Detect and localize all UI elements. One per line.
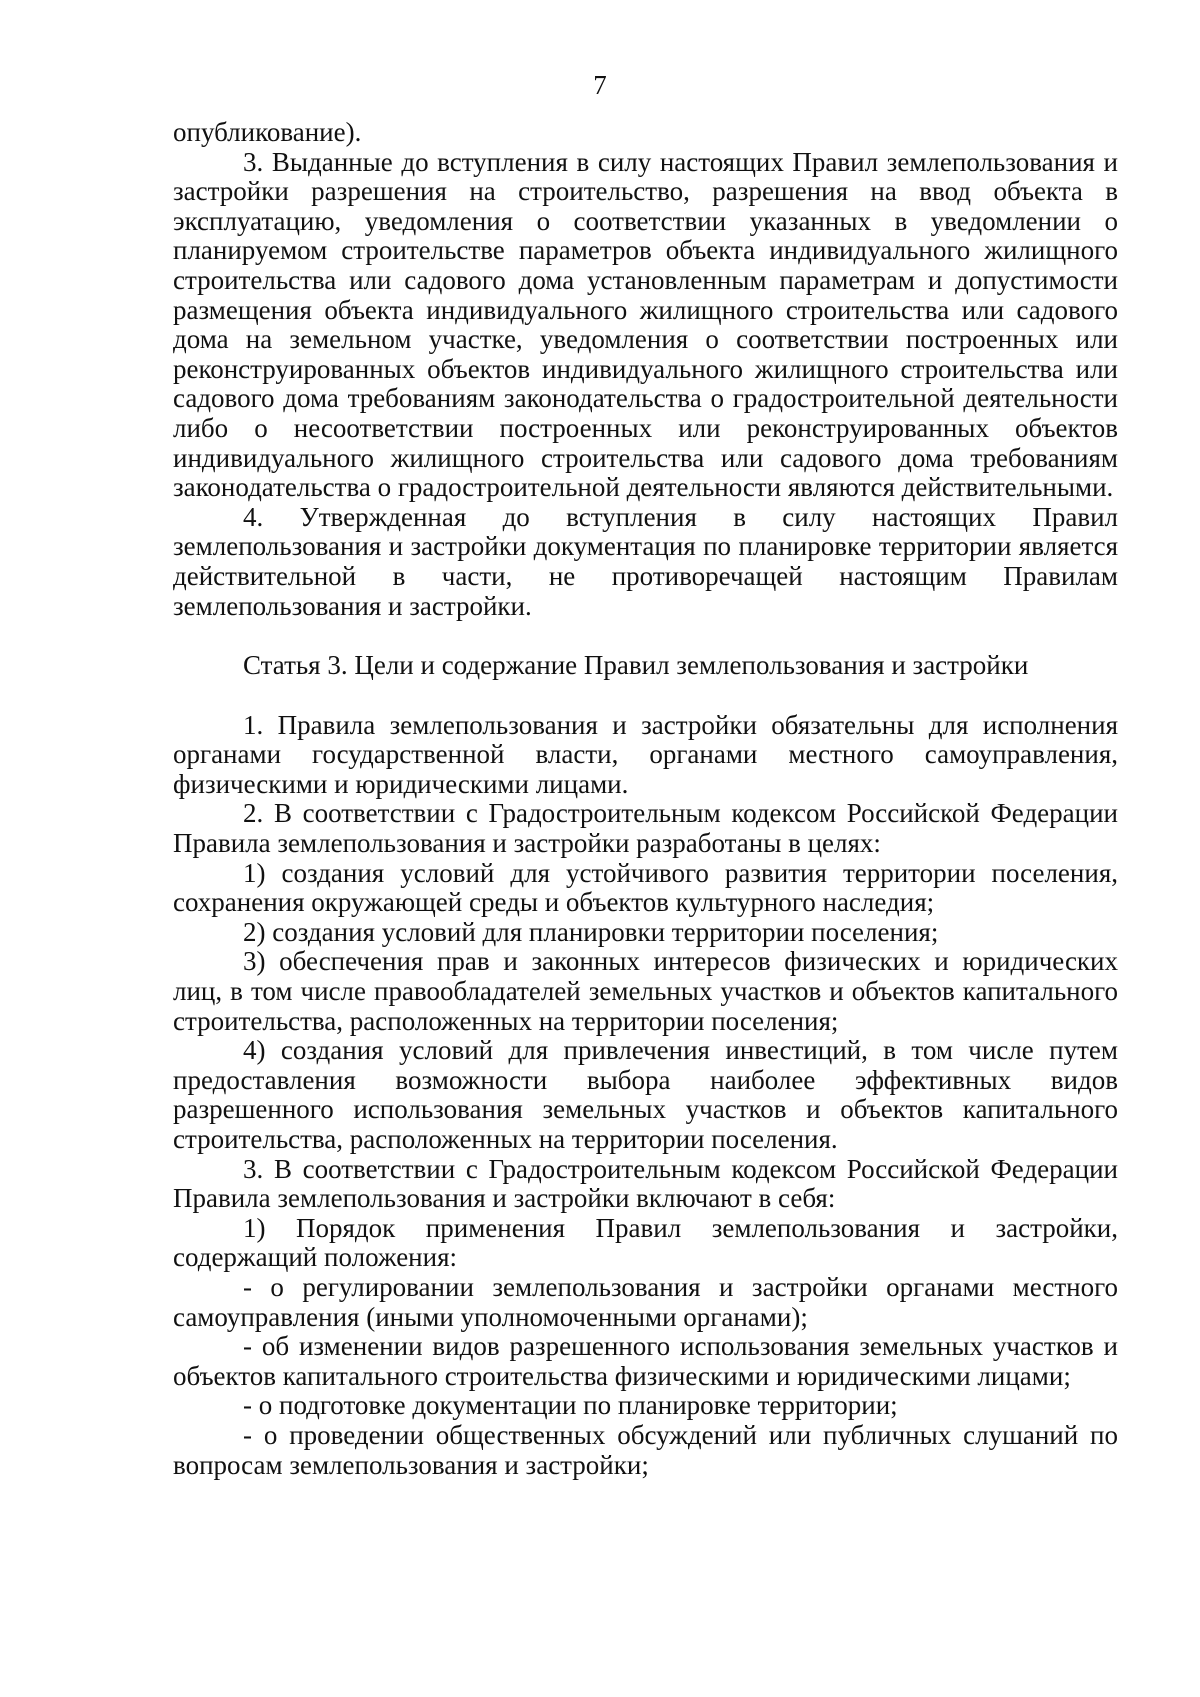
paragraph: 3. Выданные до вступления в силу настоящих Правил землепользования и застройки разрешения на строительство, разрешения на ввод объекта в эксплуатацию, уведомления о соответствии указанных в уведомлении о планируемом строительстве параметров объекта индивидуального жилищного строительства или садового дома установленным параметрам и допустимости размещения объекта индивидуального жилищного строительства или садового дома на земельном участке, уведомления о соответствии построенных или реконструированных объектов индивидуального жилищного строительства или садового дома требованиям законодательства о градостроительной деятельности либо о несоответствии построенных или реконструированных объектов индивидуального жилищного строительства или садового дома требованиям законодательства о градостроительной деятельности являются действительными.: [173, 146, 1118, 503]
bullet-item: - об изменении видов разрешенного использования земельных участков и объектов капитального строительства физическими и юридическими лицами;: [173, 1331, 1118, 1391]
bullet-item: - о подготовке документации по планировке территории;: [243, 1390, 898, 1421]
bullet-item: - о регулировании землепользования и застройки органами местного самоуправления (иными уполномоченными органами);: [173, 1271, 1118, 1332]
paragraph: 4. Утвержденная до вступления в силу настоящих Правил землепользования и застройки документация по планировке территории является действительной в части, не противоречащей настоящим Правилам землепользования и застройки.: [173, 501, 1118, 621]
list-item: 3) обеспечения прав и законных интересов физических и юридических лиц, в том числе правообладателей земельных участков и объектов капитального строительства, расположенных на территории поселения;: [173, 946, 1118, 1036]
article-heading: Статья 3. Цели и содержание Правил землепользования и застройки: [243, 650, 1029, 681]
list-item: 1) создания условий для устойчивого развития территории поселения, сохранения окружающей среды и объектов культурного наследия;: [173, 857, 1118, 918]
bullet-item: - о проведении общественных обсуждений или публичных слушаний по вопросам землепользования и застройки;: [173, 1419, 1118, 1480]
page-number: 7: [593, 70, 607, 100]
list-item: 1) Порядок применения Правил землепользования и застройки, содержащий положения:: [173, 1212, 1118, 1273]
paragraph: 2. В соответствии с Градостроительным кодексом Российской Федерации Правила землепользования и застройки разработаны в целях:: [173, 798, 1118, 859]
paragraph: опубликование).: [173, 117, 362, 147]
document-body: [173, 118, 1118, 1480]
paragraph: 3. В соответствии с Градостроительным кодексом Российской Федерации Правила землепользования и застройки включают в себя:: [173, 1153, 1118, 1214]
list-item: 4) создания условий для привлечения инвестиций, в том числе путем предоставления возможности выбора наиболее эффективных видов разрешенного использования земельных участков и объектов капитального строительства, расположенных на территории поселения.: [173, 1035, 1118, 1154]
paragraph: 1. Правила землепользования и застройки обязательны для исполнения органами государственной власти, органами местного самоуправления, физическими и юридическими лицами.: [173, 709, 1118, 799]
list-item: 2) создания условий для планировки территории поселения;: [243, 916, 939, 947]
